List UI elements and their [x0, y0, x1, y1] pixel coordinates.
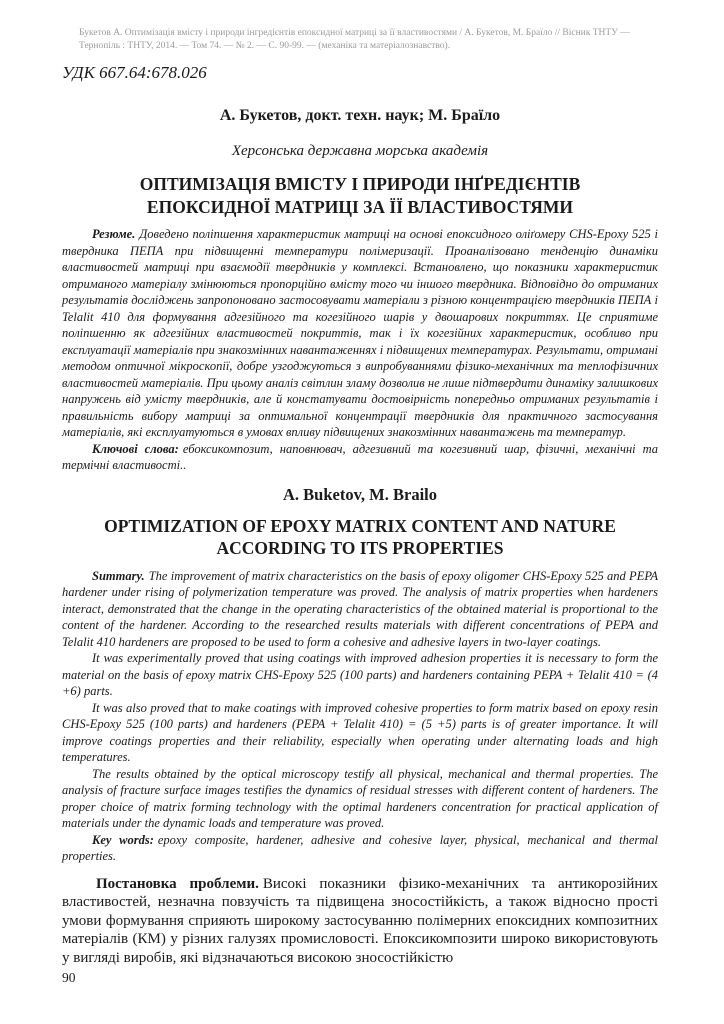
- title-ukrainian-line-2: ЕПОКСИДНОЇ МАТРИЦІ ЗА ЇЇ ВЛАСТИВОСТЯМИ: [146, 196, 574, 217]
- keywords-english-paragraph: [62, 832, 658, 865]
- problem-statement-paragraph: [62, 875, 658, 968]
- citation-header: Букетов А. Оптимізація вмісту і природи інгредієнтів епоксидної матриці за її властивостями / А. Букетов, М. Браїло // Вісник ТНТУ — Тернопіль : ТНТУ, 2014. — Том 74. — № 2. — С. 90-99. — (механіка та матеріалознавство).: [79, 28, 630, 51]
- authors-english: A. Buketov, M. Brailo: [282, 484, 437, 504]
- udc-code: УДК 667.64:678.026: [62, 63, 207, 82]
- keywords-ukrainian-label: Ключові слова:: [92, 441, 179, 456]
- problem-statement-label: Постановка проблеми.: [96, 875, 259, 892]
- title-ukrainian-line-1: ОПТИМІЗАЦІЯ ВМІСТУ І ПРИРОДИ ІНҐРЕДІЄНТІВ: [139, 174, 581, 194]
- keywords-english-text: epoxy composite, hardener, adhesive and cohesive layer, physical, mechanical and thermal properties.: [62, 832, 658, 863]
- problem-statement-text: Високі показники фізико-механічних та антикорозійних властивостей, незначна повзучість та підвищена зносостійкість, а також відносно прості умови формування сприяють широкому застосуванню полімерних епоксидних композитних матеріалів (КМ) у різних галузях промисловості. Епоксикомпозити широко використовують у вигляді виробів, які відзначаються високою зносостійкістю: [62, 875, 658, 966]
- summary-paragraph-3: [62, 700, 658, 766]
- title-english: [62, 515, 658, 560]
- summary-paragraph-4: [62, 766, 658, 832]
- title-english-line-2: ACCORDING TO ITS PROPERTIES: [216, 538, 504, 558]
- keywords-ukrainian-paragraph: [62, 441, 658, 474]
- summary-text-4: The results obtained by the optical microscopy testify all physical, mechanical and thermal properties. The analysis of fracture surface images testifies the dynamics of residual stresses with different content of hardeners. The proper choice of matrix forming technology with the optimal hardeners concentration for practical application of materials under the dynamic loads and temperature was proved.: [62, 766, 658, 830]
- summary-text-1: The improvement of matrix characteristics on the basis of epoxy oligomer CHS-Epoxy 525 and PEPA hardener under rising of polymerization temperature was proved. The analysis of matrix properties when hardeners interact, demonstrated that the change in the operating characteristics of the obtained material is proportional to the content of the hardener. According to the researched results materials with different concentrations of PEPA and Telalit 410 hardeners are proposed to be used to form a cohesive and adhesive layers in two-layer coatings.: [62, 568, 658, 649]
- summary-text-3: It was also proved that to make coatings with improved cohesive properties to form matrix based on epoxy resin CHS-Epoxy 525 (100 parts) and hardeners (PEPA + Telalit 410) = (5 +5) parts is of greater importance. It will improve coatings properties and their reliability, especially when operating under alternating loads and high temperatures.: [62, 700, 658, 764]
- affiliation: Херсонська державна морська академія: [231, 143, 489, 159]
- keywords-english-label: Key words:: [92, 832, 154, 847]
- summary-paragraph-1: [62, 568, 658, 651]
- resume-text: Доведено поліпшення характеристик матриці на основі епоксидного оліґомеру CHS-Epoxy 525 і твердника ПЕПА при підвищенні температури полімеризації. Проаналізовано тенденцію динаміки властивостей матриці при взаємодії твердників у комплексі. Встановлено, що показники характеристик отриманого матеріалу змінюються пропорційно вмісту того чи іншого твердника. Відповідно до отриманих результатів досліджень запропоновано застосовувати матеріали з різною концентрацією твердників ПЕПА і Telalit 410 для формування адгезійного та когезійного шарів у двошарових покриттях. Це сприятиме поліпшенню як адгезійних властивостей покриттів, так і їх когезійних характеристик, особливо при експлуатації матеріалів при знакозмінних навантаженнях і підвищених температурах. Результати, отримані методом оптичної мікроскопії, добре узгоджуються з випробуваннями фізико-механічних та теплофізичних властивостей матеріалів. При цьому аналіз світлин зламу дозволив не лише підтвердити динаміку залишкових напружень від умісту твердників, але й констатувати достовірність попередньо отриманих результатів і правильність вибору матриці за оптимальної концентрації твердників для практичного застосування матеріалів, які експлуатуються в умовах впливу підвищених знакозмінних навантажень та температур.: [62, 227, 658, 439]
- title-ukrainian: [62, 173, 658, 218]
- page-number: 90: [62, 970, 76, 986]
- keywords-ukrainian-text: ебоксикомпозит, наповнювач, адгезивний та когезивний шар, фізичні, механічні та термічні властивості..: [62, 441, 658, 472]
- summary-label: Summary.: [92, 568, 145, 583]
- authors-ukrainian: А. Букетов, докт. техн. наук; М. Браїло: [219, 107, 501, 124]
- summary-paragraph-2: [62, 650, 658, 700]
- summary-text-2: It was experimentally proved that using coatings with improved adhesion properties it is necessary to form the material on the basis of epoxy matrix CHS-Epoxy 525 (100 parts) and hardeners containing PEPA + Telalit 410 = (4 +6) parts.: [62, 651, 658, 698]
- resume-paragraph: [62, 226, 658, 441]
- resume-label: Резюме.: [92, 227, 136, 241]
- title-english-line-1: OPTIMIZATION OF EPOXY MATRIX CONTENT AND NATURE: [104, 515, 616, 536]
